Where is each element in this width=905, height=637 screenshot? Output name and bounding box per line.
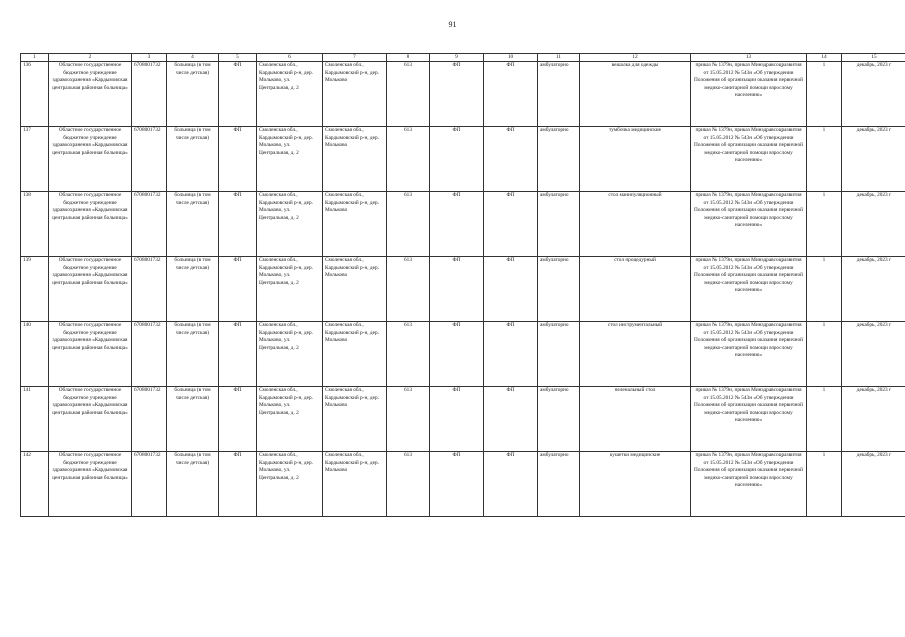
oktmo-code: 613: [387, 127, 430, 192]
equipment-name: стол инструментальный: [580, 322, 691, 387]
equipment-table: [20, 53, 905, 517]
delivery-date: декабрь, 2023 г: [842, 62, 905, 127]
col9-value: ФП: [430, 127, 484, 192]
col10-value: ФП: [484, 127, 538, 192]
unit-type: ФП: [219, 257, 257, 322]
org-code: 6708001732: [132, 192, 167, 257]
quantity: 1: [807, 322, 842, 387]
settlement-address: Смоленская обл., Кардымовский р-н, дер. Мольково: [323, 62, 387, 127]
facility-address: Смоленская обл., Кардымовский р-н, дер. Мольково, ул. Центральная, д. 2: [257, 257, 323, 322]
col9-value: ФП: [430, 62, 484, 127]
quantity: 1: [807, 62, 842, 127]
care-conditions: амбулаторно: [538, 127, 580, 192]
organization-name: Областное государственное бюджетное учреждение здравоохранения «Кардымовская центральная районная больница»: [49, 387, 132, 452]
equipment-name: кушетки медицинские: [580, 452, 691, 517]
table-row: [21, 192, 905, 257]
col-header-7: 7: [323, 54, 387, 62]
col10-value: ФП: [484, 387, 538, 452]
col-header-14: 14: [807, 54, 842, 62]
row-number: 139: [21, 257, 49, 322]
col-header-10: 10: [484, 54, 538, 62]
col-header-12: 12: [580, 54, 691, 62]
col-header-8: 8: [387, 54, 430, 62]
org-code: 6708001732: [132, 257, 167, 322]
table-row: [21, 127, 905, 192]
quantity: 1: [807, 192, 842, 257]
table-row: [21, 62, 905, 127]
page-number: 91: [448, 20, 457, 29]
col9-value: ФП: [430, 192, 484, 257]
facility-address: Смоленская обл., Кардымовский р-н, дер. Мольково, ул. Центральная, д. 2: [257, 387, 323, 452]
quantity: 1: [807, 257, 842, 322]
oktmo-code: 613: [387, 257, 430, 322]
table-header-row: [21, 54, 905, 62]
col10-value: ФП: [484, 257, 538, 322]
quantity: 1: [807, 452, 842, 517]
care-conditions: амбулаторно: [538, 62, 580, 127]
facility-address: Смоленская обл., Кардымовский р-н, дер. Мольково, ул. Центральная, д. 2: [257, 62, 323, 127]
facility-address: Смоленская обл., Кардымовский р-н, дер. Мольково, ул. Центральная, д. 2: [257, 322, 323, 387]
delivery-date: декабрь, 2023 г: [842, 127, 905, 192]
settlement-address: Смоленская обл., Кардымовский р-н, дер. Мольково: [323, 387, 387, 452]
row-number: 142: [21, 452, 49, 517]
org-code: 6708001732: [132, 452, 167, 517]
care-conditions: амбулаторно: [538, 257, 580, 322]
org-code: 6708001732: [132, 62, 167, 127]
col-header-4: 4: [167, 54, 219, 62]
col-header-5: 5: [219, 54, 257, 62]
org-code: 6708001732: [132, 322, 167, 387]
care-conditions: амбулаторно: [538, 322, 580, 387]
settlement-address: Смоленская обл., Кардымовский р-н, дер. Мольково: [323, 257, 387, 322]
settlement-address: Смоленская обл., Кардымовский р-н, дер. Мольково: [323, 452, 387, 517]
col10-value: ФП: [484, 192, 538, 257]
facility-type: больница (в том числе детская): [167, 452, 219, 517]
oktmo-code: 613: [387, 192, 430, 257]
facility-type: больница (в том числе детская): [167, 322, 219, 387]
quantity: 1: [807, 387, 842, 452]
table-row: [21, 387, 905, 452]
facility-address: Смоленская обл., Кардымовский р-н, дер. Мольково, ул. Центральная, д. 2: [257, 192, 323, 257]
delivery-date: декабрь, 2023 г: [842, 452, 905, 517]
regulatory-document: приказ № 1379н, приказ Минздравсоцразвития от 15.05.2012 № 543н «Об утверждении Положения об организации оказания первичной медико-санитарной помощи взрослому населению»: [691, 62, 807, 127]
organization-name: Областное государственное бюджетное учреждение здравоохранения «Кардымовская центральная районная больница»: [49, 127, 132, 192]
col-header-11: 11: [538, 54, 580, 62]
unit-type: ФП: [219, 322, 257, 387]
settlement-address: Смоленская обл., Кардымовский р-н, дер. Мольково: [323, 322, 387, 387]
col-header-9: 9: [430, 54, 484, 62]
facility-type: больница (в том числе детская): [167, 127, 219, 192]
oktmo-code: 613: [387, 62, 430, 127]
quantity: 1: [807, 127, 842, 192]
col10-value: ФП: [484, 322, 538, 387]
col-header-1: 1: [21, 54, 49, 62]
col10-value: ФП: [484, 62, 538, 127]
care-conditions: амбулаторно: [538, 387, 580, 452]
regulatory-document: приказ № 1379н, приказ Минздравсоцразвития от 15.05.2012 № 543н «Об утверждении Положения об организации оказания первичной медико-санитарной помощи взрослому населению»: [691, 387, 807, 452]
facility-address: Смоленская обл., Кардымовский р-н, дер. Мольково, ул. Центральная, д. 2: [257, 127, 323, 192]
equipment-name: стол процедурный: [580, 257, 691, 322]
oktmo-code: 613: [387, 387, 430, 452]
col-header-13: 13: [691, 54, 807, 62]
organization-name: Областное государственное бюджетное учреждение здравоохранения «Кардымовская центральная районная больница»: [49, 257, 132, 322]
equipment-name: пеленальный стол: [580, 387, 691, 452]
organization-name: Областное государственное бюджетное учреждение здравоохранения «Кардымовская центральная районная больница»: [49, 452, 132, 517]
col10-value: ФП: [484, 452, 538, 517]
col-header-3: 3: [132, 54, 167, 62]
col9-value: ФП: [430, 322, 484, 387]
care-conditions: амбулаторно: [538, 452, 580, 517]
regulatory-document: приказ № 1379н, приказ Минздравсоцразвития от 15.05.2012 № 543н «Об утверждении Положения об организации оказания первичной медико-санитарной помощи взрослому населению»: [691, 452, 807, 517]
unit-type: ФП: [219, 387, 257, 452]
facility-address: Смоленская обл., Кардымовский р-н, дер. Мольково, ул. Центральная, д. 2: [257, 452, 323, 517]
facility-type: больница (в том числе детская): [167, 257, 219, 322]
facility-type: больница (в том числе детская): [167, 192, 219, 257]
col9-value: ФП: [430, 257, 484, 322]
table-row: [21, 257, 905, 322]
organization-name: Областное государственное бюджетное учреждение здравоохранения «Кардымовская центральная районная больница»: [49, 62, 132, 127]
oktmo-code: 613: [387, 452, 430, 517]
equipment-name: стол манипуляционный: [580, 192, 691, 257]
col9-value: ФП: [430, 387, 484, 452]
row-number: 140: [21, 322, 49, 387]
row-number: 141: [21, 387, 49, 452]
care-conditions: амбулаторно: [538, 192, 580, 257]
settlement-address: Смоленская обл., Кардымовский р-н, дер. Мольково: [323, 192, 387, 257]
settlement-address: Смоленская обл., Кардымовский р-н, дер. Мольково: [323, 127, 387, 192]
unit-type: ФП: [219, 452, 257, 517]
row-number: 137: [21, 127, 49, 192]
org-code: 6708001732: [132, 127, 167, 192]
regulatory-document: приказ № 1379н, приказ Минздравсоцразвития от 15.05.2012 № 543н «Об утверждении Положения об организации оказания первичной медико-санитарной помощи взрослому населению»: [691, 322, 807, 387]
regulatory-document: приказ № 1379н, приказ Минздравсоцразвития от 15.05.2012 № 543н «Об утверждении Положения об организации оказания первичной медико-санитарной помощи взрослому населению»: [691, 257, 807, 322]
regulatory-document: приказ № 1379н, приказ Минздравсоцразвития от 15.05.2012 № 543н «Об утверждении Положения об организации оказания первичной медико-санитарной помощи взрослому населению»: [691, 192, 807, 257]
row-number: 138: [21, 192, 49, 257]
table-row: [21, 322, 905, 387]
facility-type: больница (в том числе детская): [167, 387, 219, 452]
table-row: [21, 452, 905, 517]
unit-type: ФП: [219, 127, 257, 192]
delivery-date: декабрь, 2023 г: [842, 257, 905, 322]
unit-type: ФП: [219, 192, 257, 257]
col-header-15: 15: [842, 54, 905, 62]
unit-type: ФП: [219, 62, 257, 127]
delivery-date: декабрь, 2023 г: [842, 322, 905, 387]
col-header-6: 6: [257, 54, 323, 62]
regulatory-document: приказ № 1379н, приказ Минздравсоцразвития от 15.05.2012 № 543н «Об утверждении Положения об организации оказания первичной медико-санитарной помощи взрослому населению»: [691, 127, 807, 192]
oktmo-code: 613: [387, 322, 430, 387]
row-number: 136: [21, 62, 49, 127]
col-header-2: 2: [49, 54, 132, 62]
organization-name: Областное государственное бюджетное учреждение здравоохранения «Кардымовская центральная районная больница»: [49, 322, 132, 387]
delivery-date: декабрь, 2023 г: [842, 387, 905, 452]
organization-name: Областное государственное бюджетное учреждение здравоохранения «Кардымовская центральная районная больница»: [49, 192, 132, 257]
delivery-date: декабрь, 2023 г: [842, 192, 905, 257]
col9-value: ФП: [430, 452, 484, 517]
org-code: 6708001732: [132, 387, 167, 452]
equipment-name: тумбочка медицинские: [580, 127, 691, 192]
equipment-name: вешалка для одежды: [580, 62, 691, 127]
facility-type: больница (в том числе детская): [167, 62, 219, 127]
